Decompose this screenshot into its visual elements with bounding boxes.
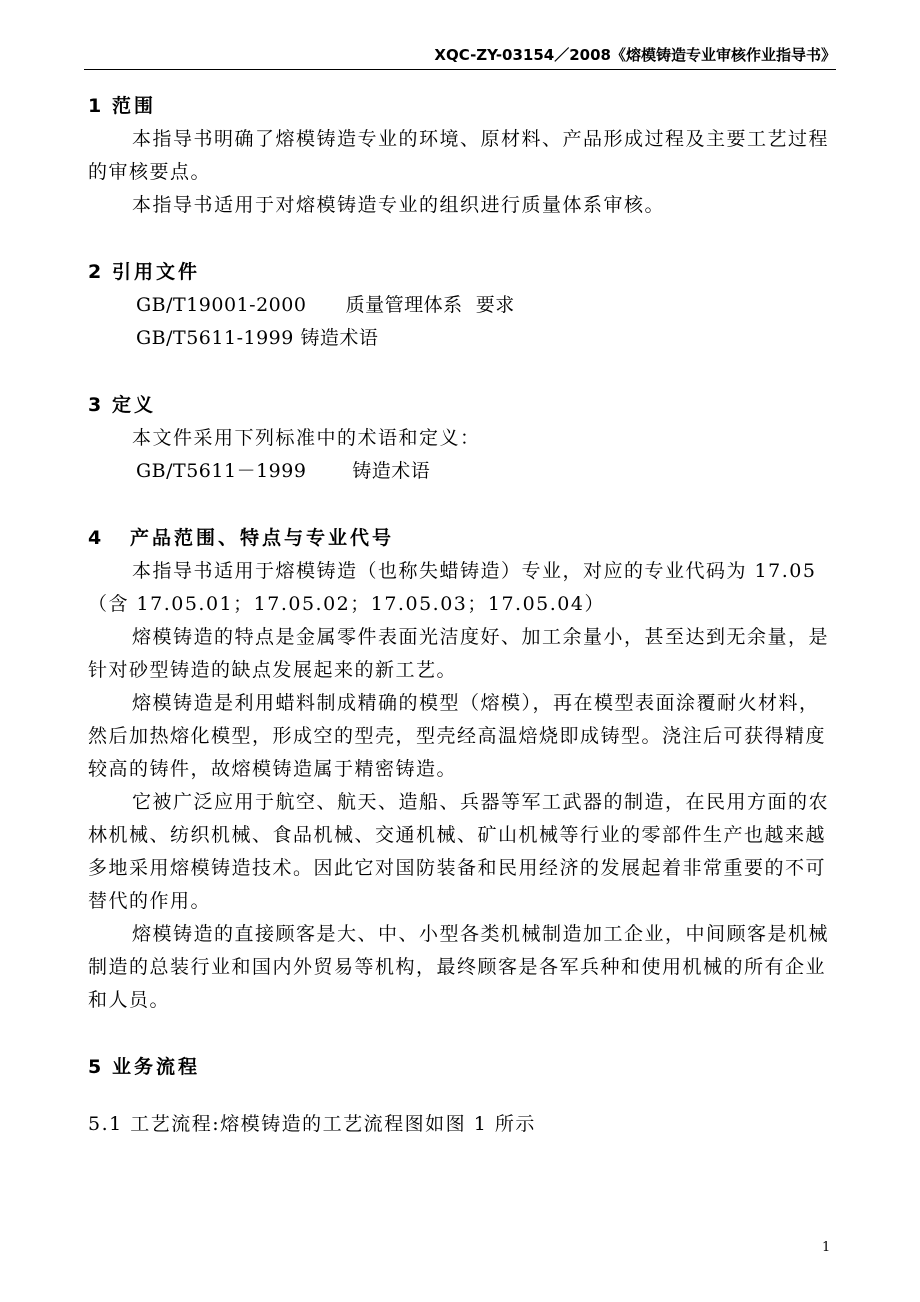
section-3-heading [88, 388, 832, 422]
document-body [88, 89, 832, 1141]
section-4-paragraph: 熔模铸造的直接顾客是大、中、小型各类机械制造加工企业，中间顾客是机械制造的总装行业和国内外贸易等机构，最终顾客是各军兵种和使用机械的所有企业和人员。 [88, 923, 830, 1011]
section-title: 定义 [112, 394, 157, 416]
section-1-paragraph: 本指导书明确了熔模铸造专业的环境、原材料、产品形成过程及主要工艺过程的审核要点。 [88, 128, 830, 183]
reference-item: GB/T5611－1999 铸造术语 [136, 460, 431, 482]
reference-item: GB/T5611-1999 铸造术语 [136, 327, 379, 349]
section-1-heading [88, 89, 832, 123]
section-1-paragraph: 本指导书适用于对熔模铸造专业的组织进行质量体系审核。 [132, 194, 666, 216]
section-number: 4 [88, 527, 105, 549]
section-3-paragraph: 本文件采用下列标准中的术语和定义： [132, 427, 481, 449]
header-divider [84, 69, 836, 70]
section-5-heading [88, 1050, 832, 1084]
reference-item: GB/T19001-2000 质量管理体系 要求 [136, 294, 515, 316]
section-title: 产品范围、特点与专业代号 [130, 527, 395, 549]
section-title: 范围 [112, 95, 157, 117]
section-4-paragraph: 熔模铸造是利用蜡料制成精确的模型（熔模），再在模型表面涂覆耐火材料，然后加热熔化模型，形成空的型壳，型壳经高温焙烧即成铸型。浇注后可获得精度较高的铸件，故熔模铸造属于精密铸造。 [88, 692, 827, 780]
section-4-heading [88, 521, 832, 555]
section-title: 业务流程 [112, 1056, 201, 1078]
document-header-title: XQC-ZY-03154／2008《熔模铸造专业审核作业指导书》 [434, 46, 836, 64]
section-2-heading [88, 255, 832, 289]
section-number: 1 [88, 95, 105, 117]
section-4-paragraph: 熔模铸造的特点是金属零件表面光洁度好、加工余量小，甚至达到无余量，是针对砂型铸造的缺点发展起来的新工艺。 [88, 626, 830, 681]
section-4-paragraph: 本指导书适用于熔模铸造（也称失蜡铸造）专业，对应的专业代码为 17.05（含 17.05.01；17.05.02；17.05.03；17.05.04） [88, 560, 817, 615]
section-number: 2 [88, 261, 105, 283]
section-number: 5 [88, 1056, 105, 1078]
subsection-5-1: 5.1 工艺流程:熔模铸造的工艺流程图如图 1 所示 [88, 1113, 536, 1135]
section-title: 引用文件 [112, 261, 201, 283]
page-number: 1 [822, 1240, 831, 1255]
section-4-paragraph: 它被广泛应用于航空、航天、造船、兵器等军工武器的制造，在民用方面的农林机械、纺织机械、食品机械、交通机械、矿山机械等行业的零部件生产也越来越多地采用熔模铸造技术。因此它对国防装备和民用经济的发展起着非常重要的不可替代的作用。 [88, 791, 830, 912]
section-number: 3 [88, 394, 105, 416]
